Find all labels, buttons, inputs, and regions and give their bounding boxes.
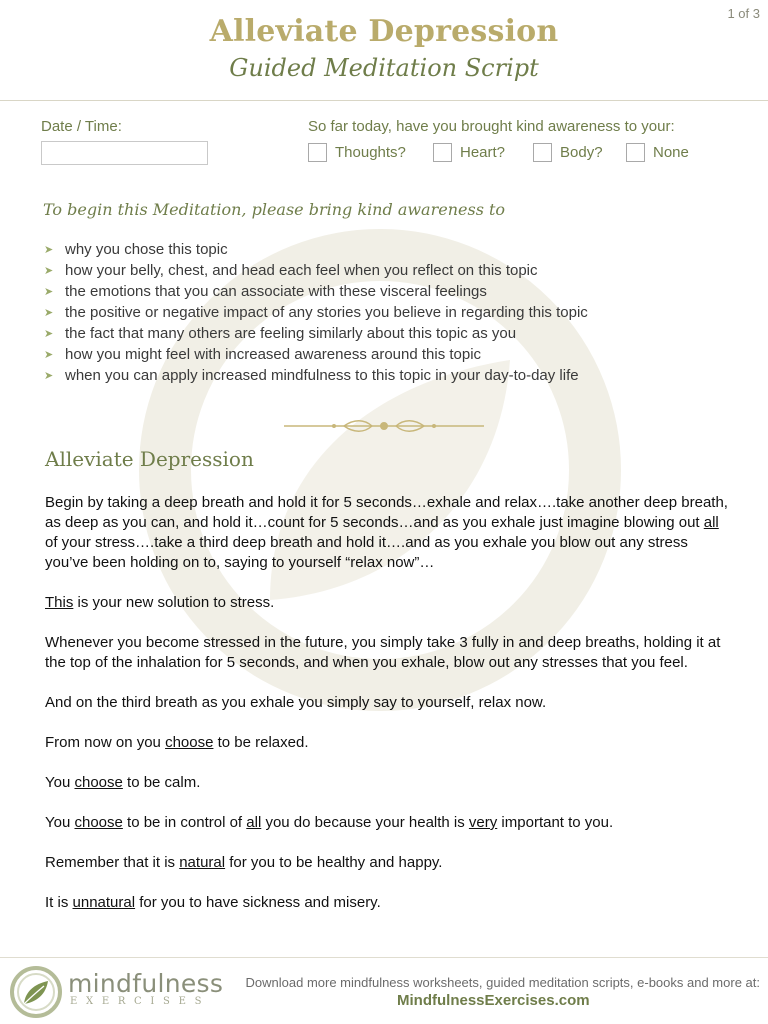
text-run: to be calm.	[122, 774, 201, 791]
script-paragraph	[45, 893, 735, 913]
text-run: It is	[45, 894, 73, 911]
arrow-bullet-icon: ➤	[44, 265, 54, 277]
text-run: Remember that it is	[45, 854, 180, 871]
checkbox-none[interactable]	[626, 143, 689, 162]
arrow-bullet-icon: ➤	[44, 286, 54, 298]
ornament-divider-icon	[284, 417, 484, 435]
checkbox-box[interactable]	[626, 143, 645, 162]
text-run: important to you.	[497, 814, 614, 831]
script-paragraph	[45, 493, 735, 573]
script-paragraph	[45, 853, 735, 873]
list-item	[44, 239, 588, 260]
script-paragraph: Whenever you become stressed in the future, you simply take 3 fully in and deep breaths, holding it at the top of the inhalation for 5 seconds, and when you exhale, blow out any stresses that you feel.	[45, 634, 721, 671]
list-item-text: how you might feel with increased awareness around this topic	[65, 346, 482, 363]
intro-bullet-list	[44, 239, 588, 386]
underlined-word: choose	[74, 814, 123, 831]
script-paragraph	[45, 593, 735, 613]
checkbox-box[interactable]	[533, 143, 552, 162]
text-run: you do because your health is	[261, 814, 469, 831]
text-run: You	[45, 774, 75, 791]
checkbox-heart[interactable]	[433, 143, 505, 162]
list-item	[44, 344, 588, 365]
underlined-word: all	[246, 814, 262, 831]
arrow-bullet-icon: ➤	[44, 244, 54, 256]
list-item	[44, 302, 588, 323]
list-item	[44, 323, 588, 344]
text-run: From now on you	[45, 734, 166, 751]
date-time-label: Date / Time:	[41, 118, 122, 135]
intro-heading: To begin this Meditation, please bring kind awareness to	[43, 200, 506, 219]
list-item-text: why you chose this topic	[65, 241, 228, 258]
underlined-word: choose	[165, 734, 214, 751]
underlined-word: all	[703, 514, 719, 531]
text-run: of your stress….take a third deep breath and hold it….and as you exhale you blow out any stress you’ve been holding on to, saying to yourself “relax now”…	[45, 534, 688, 571]
arrow-bullet-icon: ➤	[44, 307, 54, 319]
list-item	[44, 365, 588, 386]
footer-divider	[0, 957, 768, 958]
checkbox-body[interactable]	[533, 143, 603, 162]
footer-promo: Download more mindfulness worksheets, guided meditation scripts, e-books and more at:	[245, 975, 760, 990]
checkbox-box[interactable]	[308, 143, 327, 162]
arrow-bullet-icon: ➤	[44, 349, 54, 361]
list-item-text: the fact that many others are feeling similarly about this topic as you	[65, 325, 517, 342]
checkbox-label: None	[653, 144, 689, 161]
text-run: for you to be healthy and happy.	[225, 854, 443, 871]
logo-wordmark: mindfulness	[68, 969, 224, 998]
underlined-word: This	[45, 594, 74, 611]
script-paragraph	[45, 813, 735, 833]
page-title: Alleviate Depression	[209, 14, 559, 49]
page-subtitle: Guided Meditation Script	[229, 54, 539, 82]
leaf-logo-icon	[8, 964, 64, 1020]
underlined-word: choose	[74, 774, 123, 791]
script-body	[45, 493, 735, 933]
header-divider	[0, 100, 768, 101]
arrow-bullet-icon: ➤	[44, 328, 54, 340]
text-run: is your new solution to stress.	[73, 594, 275, 611]
arrow-bullet-icon: ➤	[44, 370, 54, 382]
list-item-text: when you can apply increased mindfulness to this topic in your day-to-day life	[65, 367, 579, 384]
text-run: to be relaxed.	[213, 734, 309, 751]
script-paragraph: And on the third breath as you exhale you simply say to yourself, relax now.	[45, 694, 547, 711]
text-run: to be in control of	[122, 814, 247, 831]
underlined-word: natural	[179, 854, 226, 871]
checkbox-label: Thoughts?	[335, 144, 406, 161]
text-run: You	[45, 814, 75, 831]
checkbox-label: Body?	[560, 144, 603, 161]
script-heading: Alleviate Depression	[45, 447, 254, 471]
footer-website-link[interactable]: MindfulnessExercises.com	[397, 992, 590, 1009]
script-paragraph	[45, 733, 735, 753]
underlined-word: very	[468, 814, 498, 831]
list-item-text: the emotions that you can associate with these visceral feelings	[65, 283, 487, 300]
list-item	[44, 281, 588, 302]
list-item	[44, 260, 588, 281]
text-run: for you to have sickness and misery.	[135, 894, 381, 911]
text-run: Begin by taking a deep breath and hold it for 5 seconds…exhale and relax….take another deep breath, as deep as you can, and hold it…count for 5 seconds…and as you exhale just imagine blowing out	[45, 494, 728, 531]
logo-subtitle: EXERCISES	[70, 996, 211, 1007]
date-time-field[interactable]	[41, 141, 208, 165]
checkbox-box[interactable]	[433, 143, 452, 162]
underlined-word: unnatural	[72, 894, 136, 911]
list-item-text: how your belly, chest, and head each feel when you reflect on this topic	[65, 262, 538, 279]
list-item-text: the positive or negative impact of any stories you believe in regarding this topic	[65, 304, 588, 321]
script-paragraph	[45, 773, 735, 793]
checkbox-label: Heart?	[460, 144, 506, 161]
awareness-question: So far today, have you brought kind awareness to your:	[308, 118, 675, 135]
checkbox-thoughts[interactable]	[308, 143, 406, 162]
page-indicator: 1 of 3	[727, 6, 760, 21]
